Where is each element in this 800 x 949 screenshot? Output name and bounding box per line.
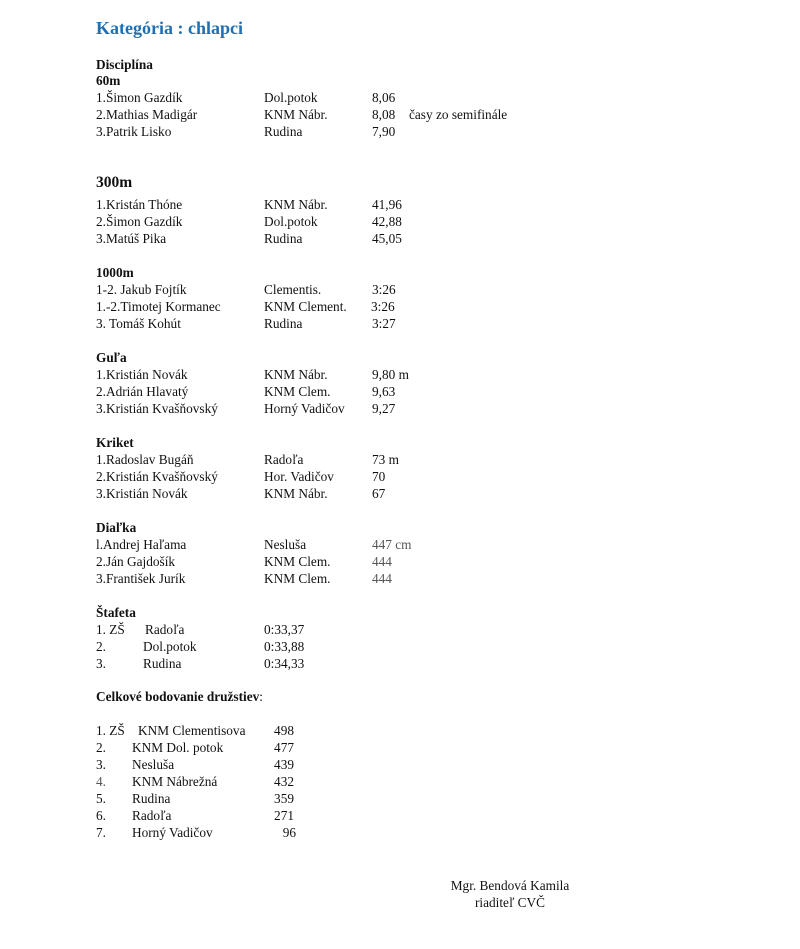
athlete-club: Rudina <box>264 316 303 331</box>
result-row <box>96 571 392 587</box>
standings-points: 477 <box>274 740 294 755</box>
athlete-name: 1.Šimon Gazdík <box>96 90 183 105</box>
athlete-name: 1.-2.Timotej Kormanec <box>96 299 221 314</box>
result-row <box>96 299 395 315</box>
athlete-name: 3.Kristián Kvašňovský <box>96 401 218 416</box>
standings-title <box>96 689 263 705</box>
athlete-name: 3.Patrik Lisko <box>96 124 172 139</box>
athlete-name: 2.Ján Gajdošík <box>96 554 176 569</box>
result-row <box>96 214 402 230</box>
standings-team: Radoľa <box>132 808 172 823</box>
relay-time: 0:33,88 <box>264 639 305 654</box>
event-title-gula: Guľa <box>96 350 127 365</box>
relay-rank: 1. ZŠ <box>96 622 125 637</box>
standings-row <box>96 723 294 739</box>
athlete-name: 2.Adrián Hlavatý <box>96 384 189 399</box>
athlete-result: 3:26 <box>372 282 396 297</box>
athlete-name: 3.Kristián Novák <box>96 486 188 501</box>
result-row <box>96 452 399 468</box>
relay-rank: 2. <box>96 639 106 654</box>
athlete-name: 1.Radoslav Bugáň <box>96 452 194 467</box>
standings-team: KNM Nábrežná <box>132 774 218 789</box>
relay-rank: 3. <box>96 656 106 671</box>
athlete-name: 1.Kristán Thóne <box>96 197 183 212</box>
standings-title-colon: : <box>259 689 263 704</box>
athlete-result: 3:27 <box>372 316 396 331</box>
standings-rank: 1. ZŠ <box>96 723 125 738</box>
athlete-club: KNM Clem. <box>264 384 331 399</box>
result-row <box>96 197 402 213</box>
athlete-club: Horný Vadičov <box>264 401 345 416</box>
result-row <box>96 316 396 332</box>
standings-row <box>96 774 294 790</box>
relay-time: 0:33,37 <box>264 622 305 637</box>
athlete-club: Rudina <box>264 231 303 246</box>
result-row <box>96 384 396 400</box>
athlete-result: 67 <box>372 486 386 501</box>
athlete-club: KNM Clem. <box>264 554 331 569</box>
athlete-result: 444 <box>372 554 392 569</box>
standings-rank: 6. <box>96 808 106 823</box>
standings-rank: 4. <box>96 774 106 789</box>
standings-points: 359 <box>274 791 294 806</box>
athlete-club: KNM Nábr. <box>264 107 328 122</box>
athlete-club: KNM Clem. <box>264 571 331 586</box>
event-note: časy zo semifinále <box>409 107 508 122</box>
athlete-club: KNM Nábr. <box>264 367 328 382</box>
athlete-result: 9,63 <box>372 384 396 399</box>
athlete-result: 444 <box>372 571 392 586</box>
athlete-result: 41,96 <box>372 197 402 212</box>
result-row <box>96 401 396 417</box>
athlete-result: 45,05 <box>372 231 402 246</box>
standings-rank: 7. <box>96 825 106 840</box>
athlete-result: 70 <box>372 469 386 484</box>
relay-team: Radoľa <box>145 622 185 637</box>
standings-rank: 3. <box>96 757 106 772</box>
athlete-name: 2.Šimon Gazdík <box>96 214 183 229</box>
relay-row <box>96 639 305 655</box>
athlete-name: 2.Kristián Kvašňovský <box>96 469 218 484</box>
athlete-club: KNM Nábr. <box>264 197 328 212</box>
signature-block <box>442 877 578 911</box>
relay-row <box>96 656 305 672</box>
athlete-club: Hor. Vadičov <box>264 469 334 484</box>
result-row <box>96 537 412 553</box>
event-title-300m: 300m <box>96 174 133 191</box>
athlete-result: 3:26 <box>371 299 395 314</box>
athlete-club: Rudina <box>264 124 303 139</box>
athlete-name: 1-2. Jakub Fojtík <box>96 282 187 297</box>
athlete-club: KNM Clement. <box>264 299 347 314</box>
result-row <box>96 469 386 485</box>
standings-points: 96 <box>282 825 296 840</box>
athlete-result: 447 cm <box>372 537 412 552</box>
result-row <box>96 124 396 140</box>
athlete-result: 8,08 <box>372 107 396 122</box>
relay-team: Dol.potok <box>143 639 197 654</box>
standings-team: KNM Dol. potok <box>132 740 224 755</box>
standings-row <box>96 740 294 756</box>
athlete-name: 3.František Jurík <box>96 571 186 586</box>
event-title-dialka: Diaľka <box>96 520 137 535</box>
standings-row <box>96 825 296 841</box>
event-title-kriket: Kriket <box>96 435 134 450</box>
standings-team: KNM Clementisova <box>138 723 246 738</box>
standings-team: Nesluša <box>132 757 175 772</box>
standings-team: Horný Vadičov <box>132 825 213 840</box>
athlete-name: 1.Kristián Novák <box>96 367 188 382</box>
result-row <box>96 107 508 123</box>
standings-points: 498 <box>274 723 294 738</box>
standings-row <box>96 791 294 807</box>
standings-row <box>96 757 294 773</box>
page-title: Kategória : chlapci <box>96 18 243 38</box>
result-row <box>96 486 386 502</box>
standings-team: Rudina <box>132 791 171 806</box>
athlete-result: 9,80 m <box>372 367 409 382</box>
athlete-result: 42,88 <box>372 214 402 229</box>
standings-points: 439 <box>274 757 294 772</box>
athlete-result: 73 m <box>372 452 399 467</box>
athlete-result: 7,90 <box>372 124 396 139</box>
discipline-label: Disciplína <box>96 57 153 72</box>
standings-points: 271 <box>274 808 294 823</box>
signature-name: Mgr. Bendová Kamila <box>450 878 570 893</box>
athlete-club: Dol.potok <box>264 90 318 105</box>
result-row <box>96 554 392 570</box>
relay-team: Rudina <box>143 656 182 671</box>
athlete-club: Nesluša <box>264 537 307 552</box>
standings-points: 432 <box>274 774 294 789</box>
athlete-result: 9,27 <box>372 401 396 416</box>
standings-rank: 5. <box>96 791 106 806</box>
athlete-club: Dol.potok <box>264 214 318 229</box>
standings-rank: 2. <box>96 740 106 755</box>
relay-row <box>96 622 305 638</box>
event-title-60m: 60m <box>96 73 121 88</box>
result-row <box>96 282 396 298</box>
athlete-club: Radoľa <box>264 452 304 467</box>
athlete-club: KNM Nábr. <box>264 486 328 501</box>
result-row <box>96 231 402 247</box>
result-row <box>96 367 409 383</box>
result-row <box>96 90 396 106</box>
athlete-club: Clementis. <box>264 282 322 297</box>
standings-row <box>96 808 294 824</box>
athlete-result: 8,06 <box>372 90 396 105</box>
relay-time: 0:34,33 <box>264 656 305 671</box>
event-title-stafeta: Štafeta <box>96 605 136 620</box>
signature-role: riaditeľ CVČ <box>474 895 546 910</box>
athlete-name: 2.Mathias Madigár <box>96 107 198 122</box>
event-title-1000m: 1000m <box>96 265 134 280</box>
standings-title-text: Celkové bodovanie družstiev <box>96 689 260 704</box>
athlete-name: 3. Tomáš Kohút <box>96 316 181 331</box>
athlete-name: 3.Matúš Pika <box>96 231 167 246</box>
athlete-name: l.Andrej Haľama <box>96 537 187 552</box>
